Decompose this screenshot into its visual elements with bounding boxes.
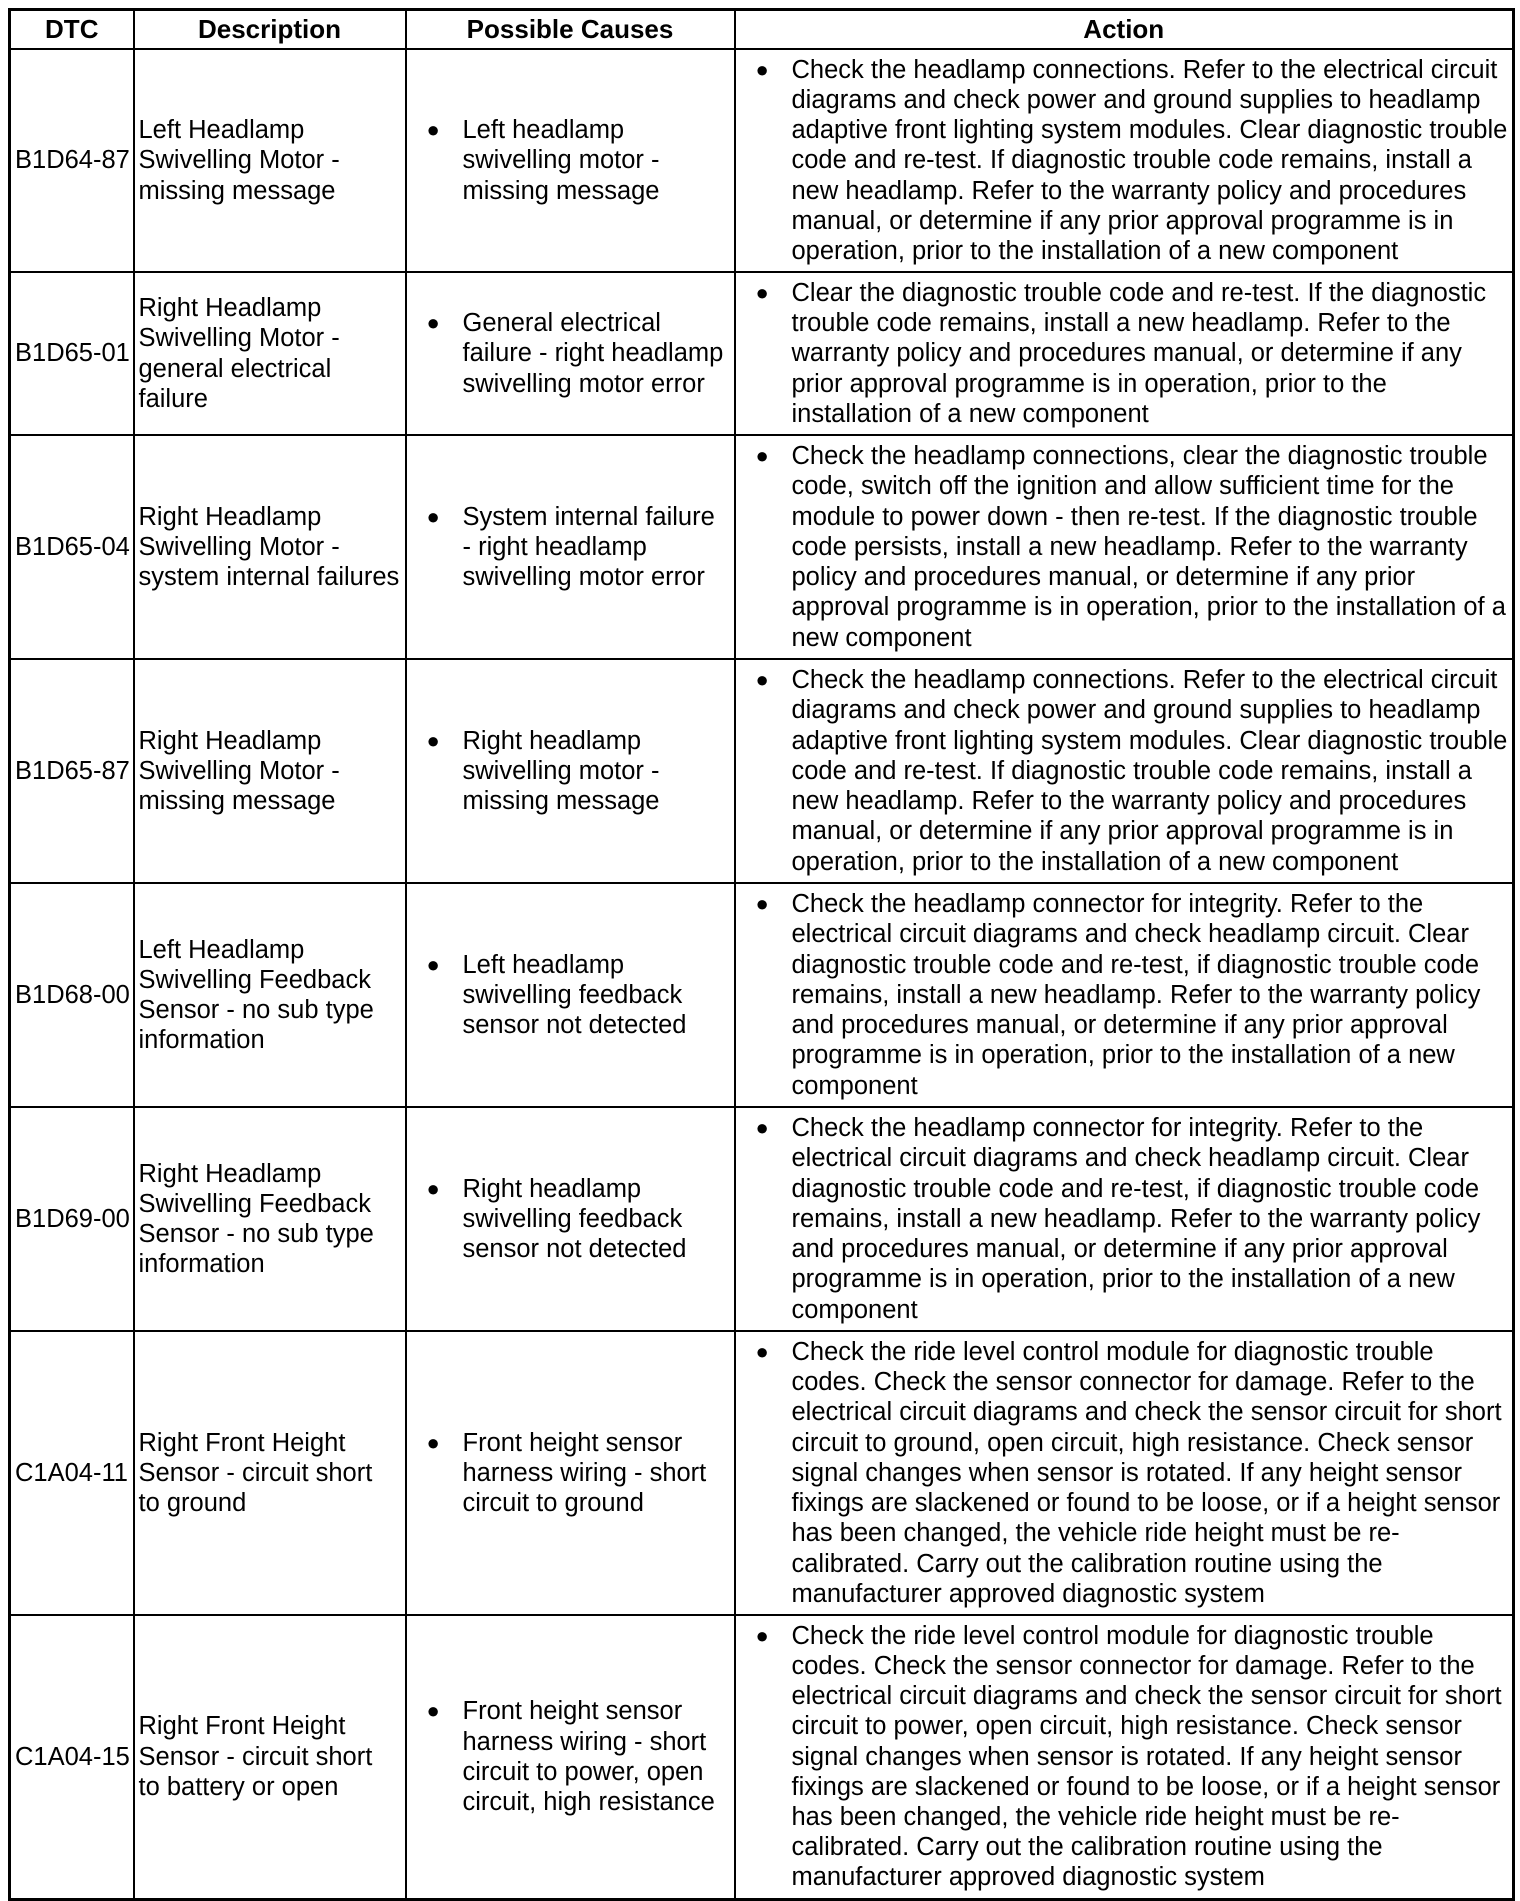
- action-cell: [735, 1331, 1514, 1615]
- description-cell: Right Headlamp Swivelling Motor - general electrical failure: [134, 272, 406, 435]
- bullet-icon: ●: [426, 1698, 440, 1724]
- cause-text: Left headlamp swivelling motor - missing message: [462, 116, 660, 205]
- cause-text: Front height sensor harness wiring - short circuit to ground: [462, 1428, 707, 1518]
- bullet-icon: ●: [426, 117, 440, 143]
- cause-text: Right headlamp swivelling motor - missing message: [462, 726, 660, 816]
- cause-cell: [406, 1107, 735, 1331]
- bullet-icon: ●: [426, 1175, 440, 1201]
- dtc-code: B1D65-87: [10, 659, 134, 883]
- cause-cell: [406, 1615, 735, 1899]
- action-cell: [735, 883, 1514, 1107]
- bullet-icon: ●: [426, 727, 440, 753]
- cause-cell: [406, 49, 735, 272]
- bullet-icon: ●: [755, 1622, 769, 1648]
- bullet-icon: ●: [755, 891, 769, 917]
- table-row: [10, 272, 1514, 435]
- description-cell: Right Front Height Sensor - circuit short to ground: [134, 1331, 406, 1615]
- table-row: [10, 49, 1514, 272]
- description-cell: Left Headlamp Swivelling Feedback Sensor - no sub type information: [134, 883, 406, 1107]
- cause-cell: [406, 1331, 735, 1615]
- cause-cell: [406, 435, 735, 659]
- bullet-icon: ●: [426, 310, 440, 336]
- description-cell: Left Headlamp Swivelling Motor - missing message: [134, 49, 406, 272]
- table-row: [10, 1615, 1514, 1899]
- bullet-icon: ●: [755, 443, 769, 469]
- action-text: Check the ride level control module for diagnostic trouble codes. Check the sensor connector for damage. Refer to the electrical circuit diagrams and check the sensor circuit for short circuit to ground, open circuit, high resistance. Check sensor signal changes when sensor is rotated. If any height sensor fixings are slackened or found to be loose, or if a height sensor has been changed, the vehicle ride height must be re-calibrated. Carry out the calibration routine using the manufacturer approved diagnostic system: [791, 1338, 1502, 1608]
- header-row: [10, 10, 1514, 50]
- action-cell: [735, 1615, 1514, 1899]
- cause-cell: [406, 883, 735, 1107]
- description-cell: Right Front Height Sensor - circuit short to battery or open: [134, 1615, 406, 1899]
- dtc-code: B1D69-00: [10, 1107, 134, 1331]
- bullet-icon: ●: [426, 503, 440, 529]
- cause-text: System internal failure - right headlamp swivelling motor error: [462, 502, 715, 592]
- action-cell: [735, 49, 1514, 272]
- header-description: Description: [134, 10, 406, 50]
- dtc-code: B1D68-00: [10, 883, 134, 1107]
- action-text: Clear the diagnostic trouble code and re-test. If the diagnostic trouble code remains, install a new headlamp. Refer to the warranty policy and procedures manual, or determine if any prior approval programme is in operation, prior to the installation of a new component: [791, 278, 1487, 428]
- table-row: [10, 1331, 1514, 1615]
- description-cell: Right Headlamp Swivelling Motor - missing message: [134, 659, 406, 883]
- bullet-icon: ●: [755, 1339, 769, 1365]
- action-text: Check the ride level control module for diagnostic trouble codes. Check the sensor connector for damage. Refer to the electrical circuit diagrams and check the sensor circuit for short circuit to power, open circuit, high resistance. Check sensor signal changes when sensor is rotated. If any height sensor fixings are slackened or found to be loose, or if a height sensor has been changed, the vehicle ride height must be re-calibrated. Carry out the calibration routine using the manufacturer approved diagnostic system: [791, 1621, 1502, 1892]
- table-row: [10, 883, 1514, 1107]
- cause-text: General electrical failure - right headlamp swivelling motor error: [462, 309, 724, 398]
- action-text: Check the headlamp connections. Refer to the electrical circuit diagrams and check power and ground supplies to headlamp adaptive front lighting system modules. Clear diagnostic trouble code and re-test. If diagnostic trouble code remains, install a new headlamp. Refer to the warranty policy and procedures manual, or determine if any prior approval programme is in operation, prior to the installation of a new component: [791, 55, 1508, 265]
- cause-cell: [406, 272, 735, 435]
- bullet-icon: ●: [755, 667, 769, 693]
- bullet-icon: ●: [426, 1429, 440, 1455]
- description-cell: Right Headlamp Swivelling Motor - system internal failures: [134, 435, 406, 659]
- bullet-icon: ●: [755, 279, 769, 305]
- dtc-table: [8, 8, 1515, 1901]
- action-text: Check the headlamp connector for integrity. Refer to the electrical circuit diagrams and check headlamp circuit. Clear diagnostic trouble code and re-test, if diagnostic trouble code remains, install a new headlamp. Refer to the warranty policy and procedures manual, or determine if any prior approval programme is in operation, prior to the installation of a new component: [791, 1114, 1481, 1324]
- cause-cell: [406, 659, 735, 883]
- dtc-code: C1A04-11: [10, 1331, 134, 1615]
- dtc-code: B1D65-04: [10, 435, 134, 659]
- action-cell: [735, 659, 1514, 883]
- bullet-icon: ●: [755, 1115, 769, 1141]
- table-row: [10, 1107, 1514, 1331]
- header-dtc: DTC: [10, 10, 134, 50]
- dtc-code: B1D65-01: [10, 272, 134, 435]
- header-action: Action: [735, 10, 1514, 50]
- bullet-icon: ●: [755, 56, 769, 82]
- bullet-icon: ●: [426, 951, 440, 977]
- action-cell: [735, 1107, 1514, 1331]
- action-cell: [735, 272, 1514, 435]
- table-row: [10, 435, 1514, 659]
- action-text: Check the headlamp connector for integrity. Refer to the electrical circuit diagrams and check headlamp circuit. Clear diagnostic trouble code and re-test, if diagnostic trouble code remains, install a new headlamp. Refer to the warranty policy and procedures manual, or determine if any prior approval programme is in operation, prior to the installation of a new component: [791, 890, 1481, 1100]
- cause-text: Right headlamp swivelling feedback sensor not detected: [462, 1174, 687, 1264]
- cause-text: Left headlamp swivelling feedback sensor not detected: [462, 950, 687, 1040]
- table-row: [10, 659, 1514, 883]
- action-cell: [735, 435, 1514, 659]
- dtc-code: C1A04-15: [10, 1615, 134, 1899]
- description-cell: Right Headlamp Swivelling Feedback Sensor - no sub type information: [134, 1107, 406, 1331]
- header-possible-causes: Possible Causes: [406, 10, 735, 50]
- dtc-code: B1D64-87: [10, 49, 134, 272]
- action-text: Check the headlamp connections, clear the diagnostic trouble code, switch off the ignition and allow sufficient time for the module to power down - then re-test. If the diagnostic trouble code persists, install a new headlamp. Refer to the warranty policy and procedures manual, or determine if any prior approval programme is in operation, prior to the installation of a new component: [791, 442, 1506, 652]
- action-text: Check the headlamp connections. Refer to the electrical circuit diagrams and check power and ground supplies to headlamp adaptive front lighting system modules. Clear diagnostic trouble code and re-test. If diagnostic trouble code remains, install a new headlamp. Refer to the warranty policy and procedures manual, or determine if any prior approval programme is in operation, prior to the installation of a new component: [791, 666, 1508, 876]
- cause-text: Front height sensor harness wiring - short circuit to power, open circuit, high resistance: [462, 1697, 715, 1816]
